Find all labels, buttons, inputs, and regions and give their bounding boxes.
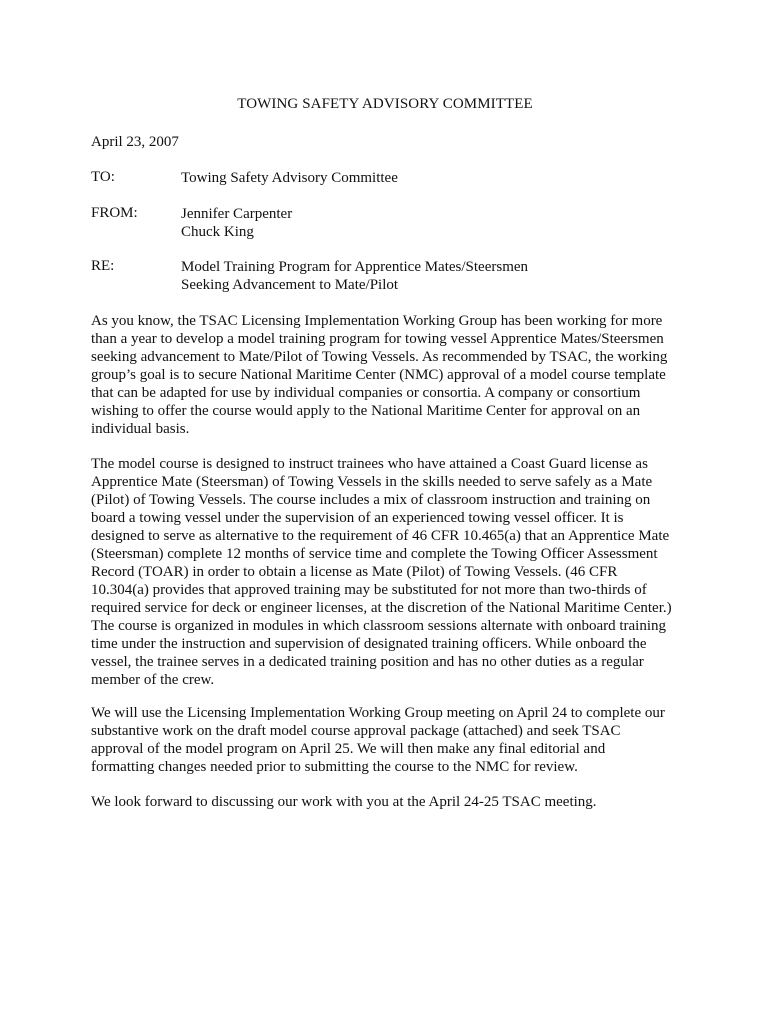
paragraph-line: We will use the Licensing Implementation Working Group meeting on April 24 to complete our	[91, 705, 665, 721]
paragraph-line: 10.304(a) provides that approved training may be substituted for not more than two-thirds of	[91, 582, 647, 598]
from-value	[181, 205, 292, 241]
re-value	[181, 258, 528, 294]
paragraph-line: required service for deck or engineer licenses, at the discretion of the National Maritime Center.)	[91, 600, 672, 616]
paragraph-line: group’s goal is to secure National Maritime Center (NMC) approval of a model course template	[91, 367, 666, 383]
from-line: Jennifer Carpenter	[181, 206, 293, 222]
paragraph-line: vessel, the trainee serves in a dedicated training position and has no other duties as a regular	[91, 654, 644, 670]
paragraph-line: Apprentice Mate (Steersman) of Towing Vessels in the skills needed to serve safely as a Mate	[91, 474, 653, 490]
body-paragraph-1	[91, 312, 691, 438]
paragraph-line: The course is organized in modules in which classroom sessions alternate with onboard training	[91, 618, 667, 634]
re-label: RE:	[91, 258, 115, 274]
paragraph-line: wishing to offer the course would apply to the National Maritime Center for approval on an	[91, 403, 641, 419]
paragraph-line: (Steersman) complete 12 months of service time and complete the Towing Officer Assessment	[91, 546, 658, 562]
to-label: TO:	[91, 169, 115, 185]
paragraph-line: approval of the model program on April 25. We will then make any final editorial and	[91, 741, 606, 757]
paragraph-line: As you know, the TSAC Licensing Implementation Working Group has been working for more	[91, 313, 663, 329]
from-line: Chuck King	[181, 224, 254, 240]
paragraph-line: designed to serve as alternative to the requirement of 46 CFR 10.465(a) that an Apprentice Mate	[91, 528, 670, 544]
document-title: TOWING SAFETY ADVISORY COMMITTEE	[237, 96, 533, 112]
paragraph-line: formatting changes needed prior to submitting the course to the NMC for review.	[91, 759, 578, 775]
paragraph-line: board a towing vessel under the supervision of an experienced towing vessel officer. It is	[91, 510, 624, 526]
paragraph-line: member of the crew.	[91, 672, 215, 688]
paragraph-line: seeking advancement to Mate/Pilot of Towing Vessels. As recommended by TSAC, the working	[91, 349, 668, 365]
paragraph-line: time under the instruction and supervision of designated training officers. While onboard the	[91, 636, 647, 652]
body-paragraph-4	[91, 793, 691, 811]
paragraph-line: that can be adapted for use by individual companies or consortia. A company or consortium	[91, 385, 641, 401]
re-line: Seeking Advancement to Mate/Pilot	[181, 277, 399, 293]
paragraph-line: substantive work on the draft model course approval package (attached) and seek TSAC	[91, 723, 621, 739]
body-paragraph-3	[91, 704, 691, 776]
memo-date: April 23, 2007	[91, 134, 179, 150]
re-line: Model Training Program for Apprentice Mates/Steersmen	[181, 259, 529, 275]
to-value	[181, 169, 398, 187]
from-label: FROM:	[91, 205, 138, 221]
paragraph-line: The model course is designed to instruct trainees who have attained a Coast Guard license as	[91, 456, 648, 472]
body-paragraph-2	[91, 455, 691, 689]
to-value-line: Towing Safety Advisory Committee	[181, 170, 398, 186]
paragraph-line: (Pilot) of Towing Vessels. The course includes a mix of classroom instruction and training on	[91, 492, 651, 508]
paragraph-line: We look forward to discussing our work with you at the April 24-25 TSAC meeting.	[91, 794, 597, 810]
paragraph-line: than a year to develop a model training program for towing vessel Apprentice Mates/Steersmen	[91, 331, 664, 347]
paragraph-line: individual basis.	[91, 421, 190, 437]
paragraph-line: Record (TOAR) in order to obtain a license as Mate (Pilot) of Towing Vessels. (46 CFR	[91, 564, 618, 580]
